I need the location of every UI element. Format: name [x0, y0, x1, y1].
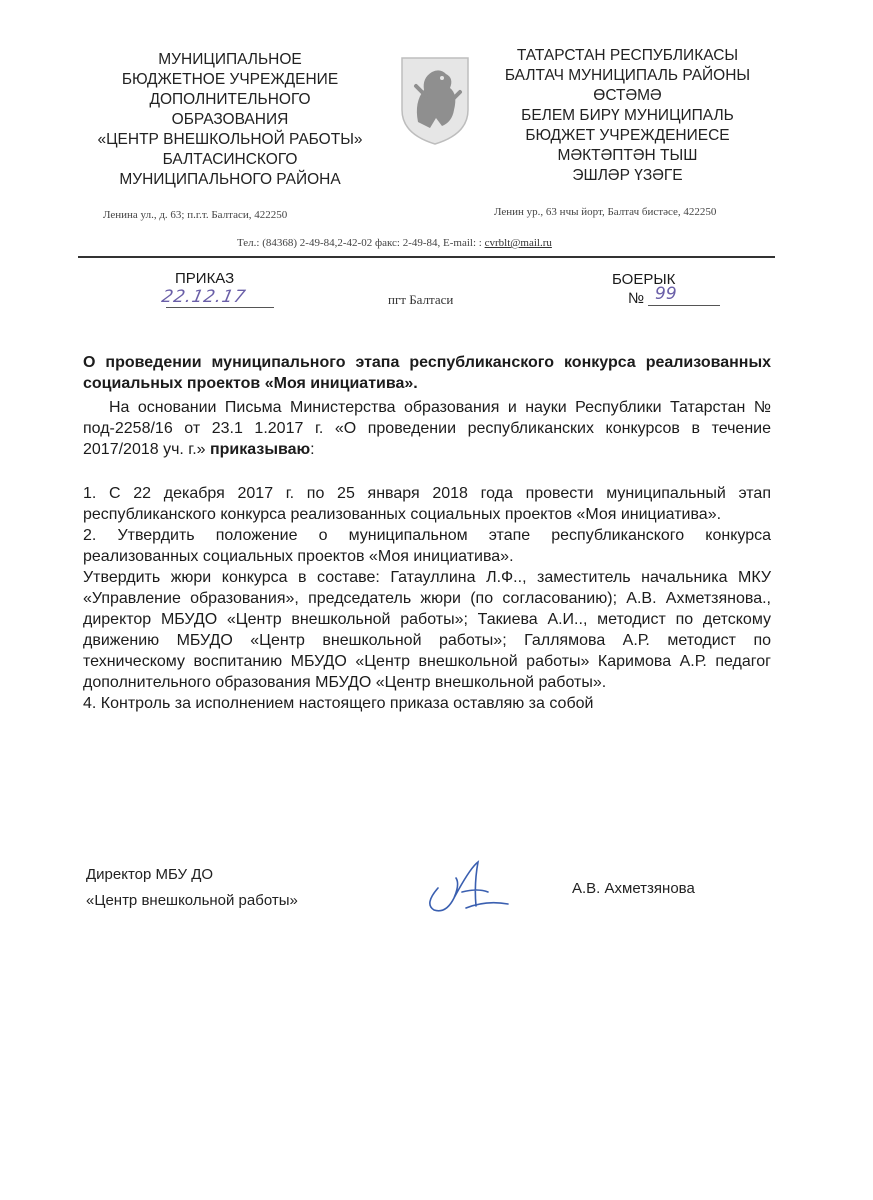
org-name-line: БЮДЖЕТНОЕ УЧРЕЖДЕНИЕ: [121, 71, 339, 88]
address-tatar: Ленин ур., 63 нчы йорт, Балтач бистәсе, 422250: [494, 206, 717, 218]
order-date: 22.12.17: [159, 287, 248, 307]
order-number: 99: [655, 284, 677, 304]
intro-order-word: приказываю: [209, 441, 311, 458]
org-name-line: БЕЛЕМ БИРҮ МУНИЦИПАЛЬ: [521, 107, 734, 124]
intro-colon: :: [310, 441, 315, 458]
phone-fax-text: Тел.: (84368) 2-49-84,2-42-02 факс: 2-49-84, E-mail: :: [237, 237, 485, 249]
org-name-line: БЮДЖЕТ УЧРЕЖДЕНИЕСЕ: [525, 127, 730, 144]
document-body: [83, 352, 771, 714]
signatory-title: [86, 862, 298, 914]
order-item-1: 1. С 22 декабря 2017 г. по 25 января 2018 года провести муниципальный этап республиканского конкурса реализованных социальных проектов «Моя инициатива».: [83, 485, 771, 523]
org-name-line: БАЛТАСИНСКОГО: [162, 151, 298, 168]
order-item-2: 2. Утвердить положение о муниципальном этапе республиканского конкурса реализованных социальных проектов «Моя инициатива».: [83, 527, 771, 565]
signatory-title-line: Директор МБУ ДО: [86, 866, 214, 883]
coat-of-arms-emblem: [396, 52, 474, 148]
order-place: пгт Балтаси: [388, 292, 454, 307]
handwritten-signature: [416, 858, 512, 920]
org-name-tatar: [485, 46, 770, 186]
order-item-4: 4. Контроль за исполнением настоящего приказа оставляю за собой: [83, 695, 594, 712]
contacts-line: [237, 237, 552, 249]
intro-text: На основании Письма Министерства образования и науки Республики Татарстан № под-2258/16 от 23.1 1.2017 г. «О проведении республиканских конкурсов в течение 2017/2018 уч. г.»: [83, 399, 771, 458]
number-underline: [648, 305, 720, 306]
email-link[interactable]: cvrblt@mail.ru: [484, 237, 552, 249]
org-name-line: БАЛТАЧ МУНИЦИПАЛЬ РАЙОНЫ: [504, 67, 751, 84]
date-underline: [166, 307, 274, 308]
intro-paragraph: [83, 397, 771, 460]
signatory-title-line: «Центр внешкольной работы»: [86, 892, 298, 909]
org-name-line: «ЦЕНТР ВНЕШКОЛЬНОЙ РАБОТЫ»: [97, 131, 363, 148]
number-sign: №: [628, 290, 645, 307]
org-name-line: МУНИЦИПАЛЬНОГО РАЙОНА: [119, 171, 341, 188]
org-name-line: МУНИЦИПАЛЬНОЕ: [158, 51, 302, 68]
order-label-tatar: БОЕРЫК: [612, 271, 676, 288]
document-title: О проведении муниципального этапа республиканского конкурса реализованных социальных проектов «Моя инициатива».: [83, 354, 771, 392]
org-name-line: МӘКТӘПТӘН ТЫШ: [557, 147, 698, 164]
org-name-russian: [80, 50, 380, 190]
header-divider: [78, 256, 775, 258]
org-name-line: ОБРАЗОВАНИЯ: [171, 111, 289, 128]
org-name-line: ТАТАРСТАН РЕСПУБЛИКАСЫ: [516, 47, 739, 64]
org-name-line: ЭШЛӘР ҮЗӘГЕ: [572, 167, 683, 184]
org-name-line: ДОПОЛНИТЕЛЬНОГО: [149, 91, 311, 108]
order-label-russian: ПРИКАЗ: [175, 270, 235, 287]
order-item-3: Утвердить жюри конкурса в составе: Гатауллина Л.Ф.., заместитель начальника МКУ «Управление образования», председатель жюри (по согласованию); А.В. Ахметзянова., директор МБУДО «Центр внешкольной работы»; Такиева А.И.., методист по детскому движению МБУДО «Центр внешкольной работы»; Галлямова А.Р. методист по техническому воспитанию МБУДО «Центр внешкольной работы» Каримова А.Р. педагог дополнительного образования МБУДО «Центр внешкольной работы».: [83, 569, 771, 691]
signatory-name: А.В. Ахметзянова: [572, 880, 695, 897]
org-name-line: ӨСТӘМӘ: [593, 87, 662, 104]
address-russian: Ленина ул., д. 63; п.г.т. Балтаси, 422250: [103, 209, 288, 221]
